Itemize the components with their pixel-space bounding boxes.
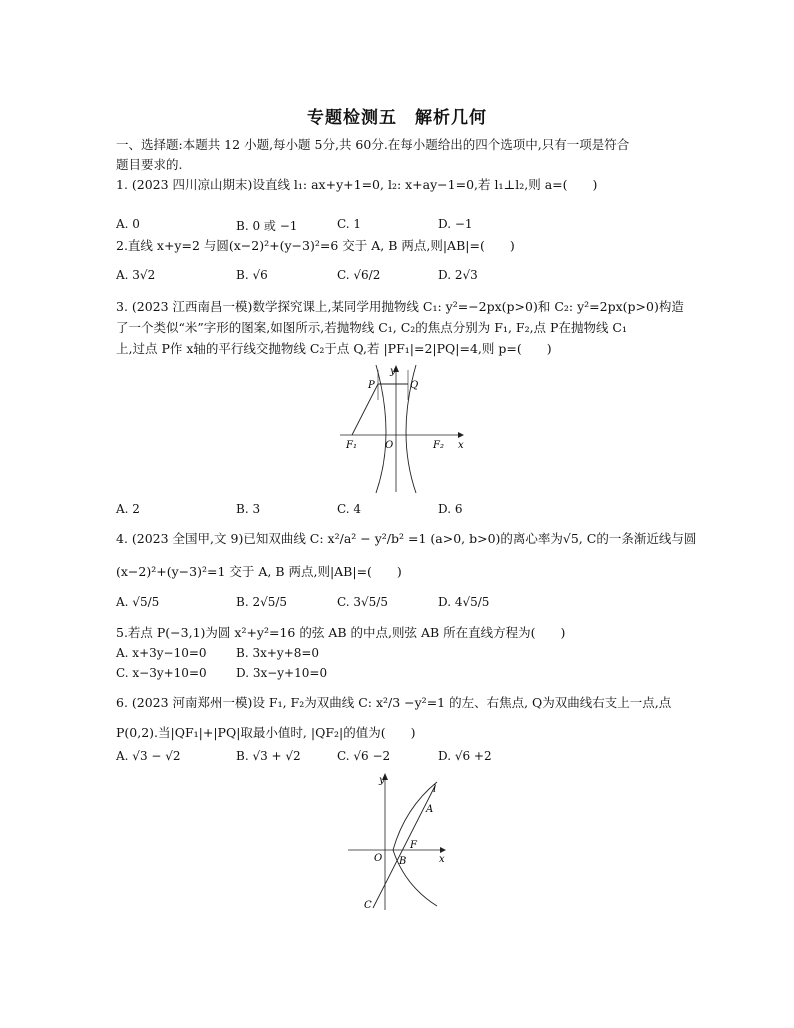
page-title: 专题检测五 解析几何 <box>307 108 487 128</box>
label-l: l <box>433 784 437 795</box>
option-a: A. √5/5 <box>116 595 160 609</box>
option-a: A. x+3y−10=0 <box>116 646 207 660</box>
x-axis-arrow <box>440 847 446 853</box>
option-b: B. 3x+y+8=0 <box>236 646 320 660</box>
label-f1: F₁ <box>346 440 357 451</box>
option-c: C. x−3y+10=0 <box>116 666 207 680</box>
option-a: A. √3 − √2 <box>116 749 181 763</box>
option-a: A. 3√2 <box>116 268 156 282</box>
option-d: D. 2√3 <box>438 268 478 282</box>
label-y: y <box>390 366 396 377</box>
question-2-text: 2.直线 x+y=2 与圆(x−2)²+(y−3)²=6 交于 A, B 两点,则|AB|=( ) <box>116 238 515 253</box>
label-a: A <box>426 804 434 815</box>
option-d: D. 3x−y+10=0 <box>236 666 328 680</box>
option-b: B. √3 + √2 <box>236 749 301 763</box>
option-b: B. 3 <box>236 502 261 516</box>
question-4-line2: (x−2)²+(y−3)²=1 交于 A, B 两点,则|AB|=( ) <box>116 564 402 579</box>
question-4-line1: 4. (2023 全国甲,文 9)已知双曲线 C: x²/a² − y²/b² =1 (a>0, b>0)的离心率为√5, C的一条渐近线与圆 <box>116 531 697 546</box>
option-d: D. 4√5/5 <box>438 595 490 609</box>
label-o: O <box>385 440 394 451</box>
label-f2: F₂ <box>433 440 444 451</box>
option-d: D. √6 +2 <box>438 749 492 763</box>
label-q: Q <box>410 380 419 391</box>
option-c: C. √6/2 <box>337 268 381 282</box>
label-x: x <box>458 440 464 451</box>
label-c: C <box>364 900 372 911</box>
option-c: C. 3√5/5 <box>337 595 388 609</box>
label-f: F <box>410 840 417 851</box>
figure-hyperbola <box>345 768 455 913</box>
option-c: C. 4 <box>337 502 362 516</box>
question-6-line1: 6. (2023 河南郑州一模)设 F₁, F₂为双曲线 C: x²/3 −y²=1 的左、右焦点, Q为双曲线右支上一点,点 <box>116 695 672 710</box>
option-d: D. 6 <box>438 502 463 516</box>
label-b: B <box>399 856 407 867</box>
label-o: O <box>374 853 383 864</box>
option-a: A. 0 <box>116 217 140 231</box>
x-axis-arrow <box>458 432 464 438</box>
section-intro-line1: 一、选择题:本题共 12 小题,每小题 5分,共 60分.在每小题给出的四个选项中,只有一项是符合 <box>116 137 630 152</box>
question-5-text: 5.若点 P(−3,1)为圆 x²+y²=16 的弦 AB 的中点,则弦 AB 所在直线方程为( ) <box>116 625 566 640</box>
label-x: x <box>439 854 445 865</box>
label-p: P <box>368 380 375 391</box>
option-b: B. 2√5/5 <box>236 595 288 609</box>
option-a: A. 2 <box>116 502 140 516</box>
question-3-line3: 上,过点 P作 x轴的平行线交抛物线 C₂于点 Q,若 |PF₁|=2|PQ|=4,则 p=( ) <box>116 341 552 356</box>
label-y: y <box>379 775 385 786</box>
figure-parabolas <box>330 360 470 495</box>
option-c: C. √6 −2 <box>337 749 391 763</box>
question-6-line2: P(0,2).当|QF₁|+|PQ|取最小值时, |QF₂|的值为( ) <box>116 725 416 740</box>
section-intro-line2: 题目要求的. <box>116 157 183 172</box>
question-3-line2: 了一个类似“米”字形的图案,如图所示,若抛物线 C₁, C₂的焦点分别为 F₁, F₂,点 P在抛物线 C₁ <box>116 320 627 335</box>
option-c: C. 1 <box>337 217 362 231</box>
segment-pf1 <box>352 384 378 435</box>
option-b: B. 0 或 −1 <box>236 219 298 233</box>
option-b: B. √6 <box>236 268 268 282</box>
question-1-text: 1. (2023 四川凉山期末)设直线 l₁: ax+y+1=0, l₂: x+ay−1=0,若 l₁⊥l₂,则 a=( ) <box>116 177 598 192</box>
question-3-line1: 3. (2023 江西南昌一模)数学探究课上,某同学用抛物线 C₁: y²=−2px(p>0)和 C₂: y²=2px(p>0)构造 <box>116 299 684 314</box>
option-d: D. −1 <box>438 217 473 231</box>
